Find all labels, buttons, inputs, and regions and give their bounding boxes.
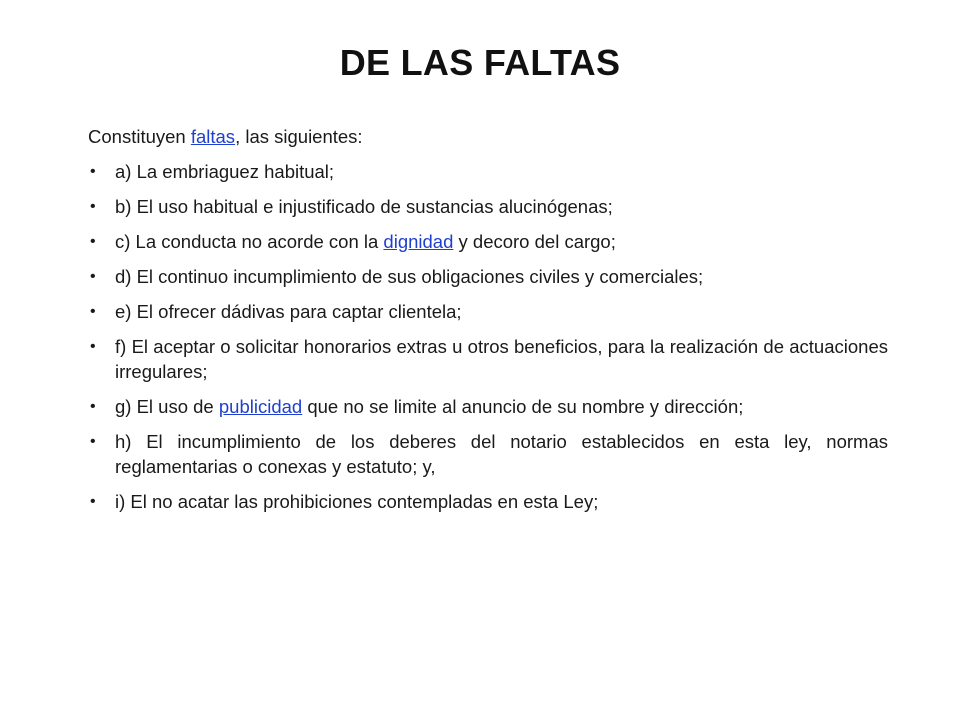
- intro-paragraph: [88, 124, 888, 149]
- dignidad-link[interactable]: dignidad: [383, 231, 454, 252]
- intro-text-before: Constituyen: [88, 126, 191, 147]
- bullet-icon: •: [90, 233, 96, 250]
- list-item-text: h) El incumplimiento de los deberes del notario establecidos en esta ley, normas reglamentarias o conexas y estatuto; y,: [115, 431, 888, 477]
- list-item-i: [88, 489, 888, 514]
- bullet-icon: •: [90, 268, 96, 285]
- bullet-icon: •: [90, 493, 96, 510]
- list-item-a: [88, 159, 888, 184]
- list-item-text: i) El no acatar las prohibiciones contempladas en esta Ley;: [115, 491, 599, 512]
- bullet-icon: •: [90, 433, 96, 450]
- slide-body: [88, 124, 888, 524]
- bullet-icon: •: [90, 198, 96, 215]
- list-item-b: [88, 194, 888, 219]
- slide-title: DE LAS FALTAS: [339, 42, 621, 83]
- publicidad-link[interactable]: publicidad: [218, 396, 303, 417]
- bullet-icon: •: [90, 338, 96, 355]
- list-item-g: [88, 394, 888, 419]
- list-item-text: e) El ofrecer dádivas para captar clientela;: [115, 301, 462, 322]
- list-item-text-before: c) La conducta no acorde con la: [115, 231, 384, 252]
- intro-text-after: , las siguientes:: [235, 126, 363, 147]
- list-item-h: [88, 429, 888, 479]
- list-item-text-after: y decoro del cargo;: [453, 231, 616, 252]
- bullet-icon: •: [90, 303, 96, 320]
- list-item-f: [88, 334, 888, 384]
- bullet-icon: •: [90, 398, 96, 415]
- list-item-text: d) El continuo incumplimiento de sus obligaciones civiles y comerciales;: [115, 266, 704, 287]
- list-item-d: [88, 264, 888, 289]
- list-item-text-after: que no se limite al anuncio de su nombre y dirección;: [302, 396, 744, 417]
- list-item-text-before: g) El uso de: [115, 396, 219, 417]
- list-item-text: a) La embriaguez habitual;: [115, 161, 335, 182]
- list-item-text: b) El uso habitual e injustificado de sustancias alucinógenas;: [115, 196, 613, 217]
- bullet-icon: •: [90, 163, 96, 180]
- list-item-c: [88, 229, 888, 254]
- faltas-link[interactable]: faltas: [190, 126, 236, 147]
- faltas-list: [88, 159, 888, 514]
- list-item-e: [88, 299, 888, 324]
- list-item-text: f) El aceptar o solicitar honorarios extras u otros beneficios, para la realización de actuaciones irregulares;: [115, 336, 888, 382]
